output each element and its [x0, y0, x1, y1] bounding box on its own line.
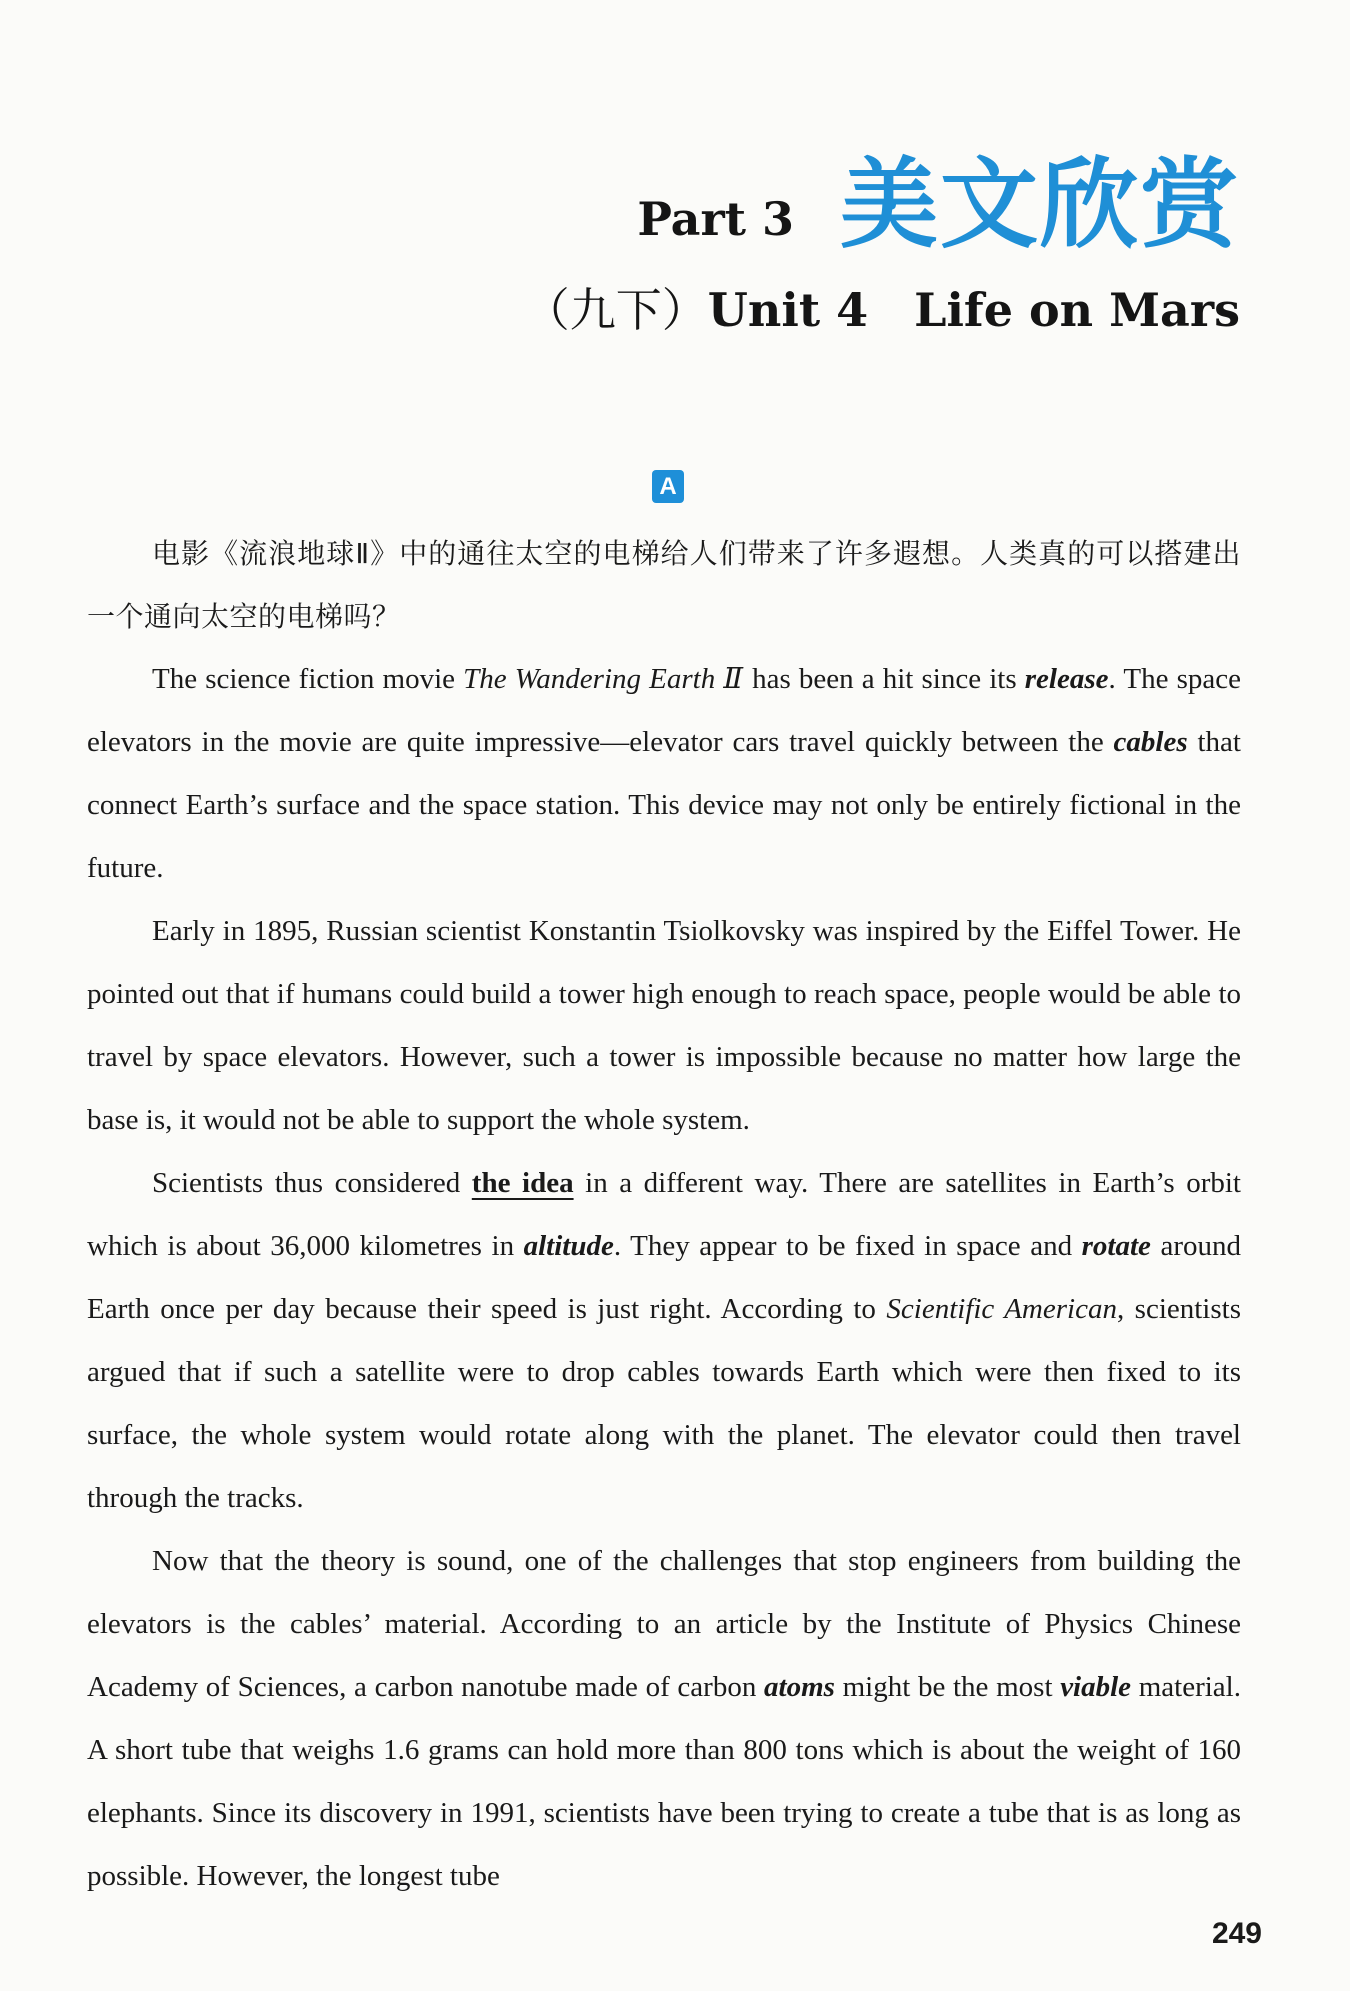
paragraph-1: The science fiction movie The Wandering Earth Ⅱ has been a hit since its release. The space elevators in the movie are quite impressive—elevator cars travel quickly between the cables that connect Earth’s surface and the space station. This device may not only be entirely fictional in the future.: [87, 663, 1242, 884]
paragraph-2: Early in 1895, Russian scientist Konstantin Tsiolkovsky was inspired by the Eiffel Tower. He pointed out that if humans could build a tower high enough to reach space, people would be able to travel by space elevators. However, such a tower is impossible because no matter how large the base is, it would not be able to support the whole system.: [87, 915, 1241, 1136]
keyword: atoms: [764, 1671, 835, 1703]
article-body: [87, 522, 1241, 1908]
keyword: cables: [1113, 726, 1188, 758]
keyword: rotate: [1081, 1230, 1151, 1262]
unit-label: Unit 4: [707, 283, 869, 337]
keyword: altitude: [523, 1230, 614, 1262]
source-title: Scientific American: [886, 1293, 1117, 1325]
unit-heading: [524, 274, 1240, 340]
paragraph-4: Now that the theory is sound, one of the challenges that stop engineers from building the elevators is the cables’ material. According to an article by the Institute of Physics Chinese Academy of Sciences, a carbon nanotube made of carbon atoms might be the most viable material. A short tube that weighs 1.6 grams can hold more than 800 tons which is about the weight of 160 elephants. Since its discovery in 1991, scientists have been trying to create a tube that is as long as possible. However, the longest tube: [87, 1545, 1241, 1892]
grade-label: （九下）: [523, 283, 708, 337]
movie-title: The Wandering Earth Ⅱ: [463, 663, 744, 695]
part-label: Part 3: [637, 192, 794, 246]
keyword: viable: [1060, 1671, 1132, 1703]
intro-paragraph: 电影《流浪地球Ⅱ》中的通往太空的电梯给人们带来了许多遐想。人类真的可以搭建出一个通向太空的电梯吗？: [87, 537, 1241, 633]
paragraph-3: Scientists thus considered the idea in a different way. There are satellites in Earth’s orbit which is about 36,000 kilometres in altitude. They appear to be fixed in space and rotate around Earth once per day because their speed is just right. According to Scientific American, scientists argued that if such a satellite were to drop cables towards Earth which were then fixed to its surface, the whole system would rotate along with the planet. The elevator could then travel through the tracks.: [87, 1167, 1241, 1514]
header-line-1: [524, 150, 1240, 260]
page-number: 249: [1211, 1917, 1262, 1950]
section-badge: A: [652, 470, 684, 503]
underlined-phrase: the idea: [471, 1167, 574, 1199]
unit-title: Life on Mars: [914, 283, 1240, 337]
section-title-cn: 美文欣赏: [839, 148, 1240, 262]
keyword: release: [1024, 663, 1109, 695]
page-header: [524, 150, 1240, 340]
